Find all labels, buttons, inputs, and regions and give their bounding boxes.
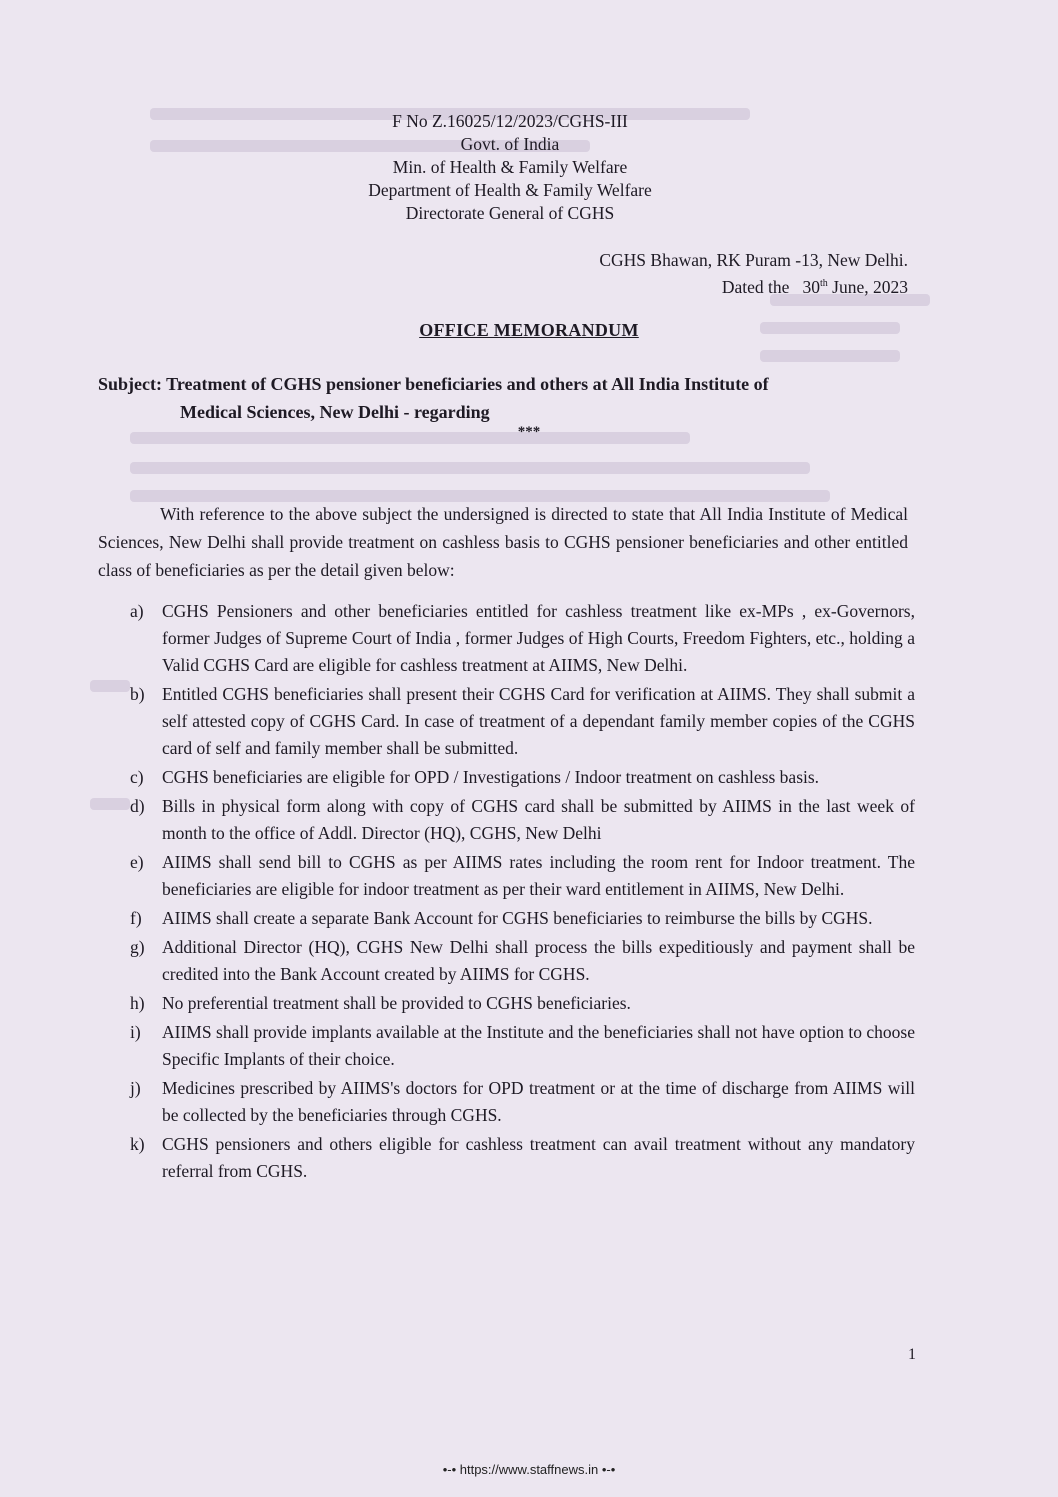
office-address: CGHS Bhawan, RK Puram -13, New Delhi.: [599, 250, 908, 270]
subject-block: [98, 370, 918, 426]
item-text: CGHS Pensioners and other beneficiaries entitled for cashless treatment like ex-MPs , ex-Governors, former Judges of Supreme Court of India , former Judges of High Courts, Freedom Fighters, etc., holding a Valid CGHS Card are eligible for cashless treatment at AIIMS, New Delhi.: [162, 601, 915, 675]
item-text: AIIMS shall create a separate Bank Account for CGHS beneficiaries to reimburse the bills by CGHS.: [162, 908, 873, 928]
item-label: k): [130, 1134, 145, 1154]
department-line: Department of Health & Family Welfare: [368, 180, 652, 200]
item-label: j): [130, 1078, 141, 1098]
item-label: f): [130, 908, 142, 928]
item-text: CGHS pensioners and others eligible for cashless treatment can avail treatment without any mandatory referral from CGHS.: [162, 1134, 915, 1181]
document-title: OFFICE MEMORANDUM: [419, 320, 639, 340]
item-text: CGHS beneficiaries are eligible for OPD / Investigations / Indoor treatment on cashless basis.: [162, 767, 820, 787]
item-text: Additional Director (HQ), CGHS New Delhi shall process the bills expeditiously and payment shall be credited into the Bank Account created by AIIMS for CGHS.: [162, 937, 915, 984]
conditions-list: [130, 598, 915, 1187]
list-item: [130, 681, 915, 762]
separator-stars: ***: [517, 424, 541, 440]
item-label: i): [130, 1022, 141, 1042]
list-item: [130, 849, 915, 903]
item-label: d): [130, 796, 145, 816]
govt-line: Govt. of India: [460, 134, 560, 154]
list-item: [130, 1075, 915, 1129]
item-text: AIIMS shall provide implants available at the Institute and the beneficiaries shall not have option to choose Specific Implants of their choice.: [162, 1022, 915, 1069]
footer-link[interactable]: •-• https://www.staffnews.in •-•: [442, 1462, 616, 1477]
item-label: b): [130, 684, 145, 704]
list-item: [130, 598, 915, 679]
list-item: [130, 905, 915, 932]
item-text: AIIMS shall send bill to CGHS as per AIIMS rates including the room rent for Indoor treatment. The beneficiaries are eligible for indoor treatment as per their ward entitlement in AIIMS, New Delhi.: [162, 852, 915, 899]
list-item: [130, 1019, 915, 1073]
list-item: [130, 990, 915, 1017]
item-text: Entitled CGHS beneficiaries shall present their CGHS Card for verification at AIIMS. They shall submit a self attested copy of CGHS Card. In case of treatment of a dependant family member copies of the CGHS card of self and family member shall be submitted.: [162, 684, 915, 758]
letterhead: [300, 110, 720, 225]
dated-prefix: Dated the: [721, 276, 790, 297]
list-item: [130, 793, 915, 847]
item-label: h): [130, 993, 145, 1013]
item-label: a): [130, 601, 144, 621]
directorate-line: Directorate General of CGHS: [405, 203, 615, 223]
file-number: F No Z.16025/12/2023/CGHS-III: [392, 111, 628, 131]
date-day: 30: [802, 276, 821, 297]
item-label: g): [130, 937, 145, 957]
intro-paragraph: With reference to the above subject the undersigned is directed to state that All India Institute of Medical Sciences, New Delhi shall provide treatment on cashless basis to CGHS pensioner beneficiaries and other entitled class of beneficiaries as per the detail given below:: [98, 504, 908, 580]
date-month-year: June, 2023: [832, 276, 908, 297]
item-text: Bills in physical form along with copy of CGHS card shall be submitted by AIIMS in the last week of month to the office of Addl. Director (HQ), CGHS, New Delhi: [162, 796, 915, 843]
page-number: 1: [908, 1346, 916, 1363]
item-text: No preferential treatment shall be provided to CGHS beneficiaries.: [162, 993, 631, 1013]
subject-line-1: Subject: Treatment of CGHS pensioner beneficiaries and others at All India Institute of: [98, 374, 769, 394]
date-line: [599, 272, 908, 299]
item-label: c): [130, 767, 144, 787]
ministry-line: Min. of Health & Family Welfare: [392, 157, 628, 177]
list-item: [130, 1131, 915, 1185]
date-day-suffix: th: [820, 278, 828, 289]
address-block: [599, 248, 908, 299]
list-item: [130, 764, 915, 791]
item-text: Medicines prescribed by AIIMS's doctors for OPD treatment or at the time of discharge from AIIMS will be collected by the beneficiaries through CGHS.: [162, 1078, 915, 1125]
item-label: e): [130, 852, 144, 872]
list-item: [130, 934, 915, 988]
subject-line-2: Medical Sciences, New Delhi - regarding: [180, 402, 490, 422]
